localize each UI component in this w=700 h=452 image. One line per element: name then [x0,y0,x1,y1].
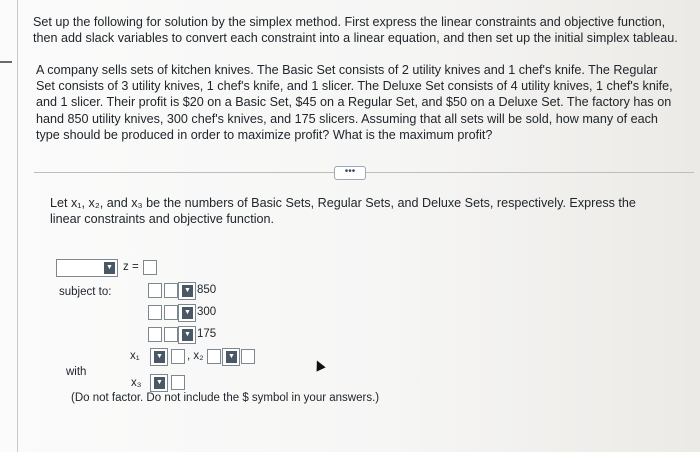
z-label: z = [123,261,139,273]
x3-relation-select[interactable] [150,374,168,392]
x3-bound-input[interactable] [171,375,185,390]
constraint-1-relation-select[interactable] [178,282,196,300]
subject-to-label: subject to: [59,286,112,298]
constraint-2-input-b[interactable] [164,305,178,320]
answer-note: (Do not factor. Do not include the $ symbol in your answers.) [71,392,380,404]
constraint-2-relation-select[interactable] [178,304,196,322]
x2-bound-input-b[interactable] [241,349,255,364]
constraint-3-input-a[interactable] [148,327,162,342]
part-prompt: Let x₁, x₂, and x₃ be the numbers of Basic Sets, Regular Sets, and Deluxe Sets, respectively. Express the linear constraints and objective function. [50,196,636,227]
constraint-2-input-a[interactable] [148,305,162,320]
dropdown-arrow-icon: ▼ [182,285,193,297]
objective-input[interactable] [143,260,157,275]
constraint-3-relation-select[interactable] [178,326,196,344]
dropdown-arrow-icon: ▼ [182,307,193,319]
dropdown-arrow-icon: ▼ [182,329,193,341]
instructions-text: Set up the following for solution by the simplex method. First express the linear constraints and objective function, then add slack variables to convert each constraint into a linear equation, and then set up the initial simplex tableau. [33,15,678,46]
dash-marker [0,61,12,63]
mouse-cursor-icon [312,358,325,371]
left-rule [17,0,18,452]
constraint-3-rhs: 175 [197,328,217,340]
x1-label: x₁ [130,350,140,362]
with-label: with [66,366,87,378]
x2-bound-input-a[interactable] [207,349,221,364]
constraint-1-input-a[interactable] [148,283,162,298]
constraint-1-rhs: 850 [197,284,217,296]
constraint-1-input-b[interactable] [164,283,178,298]
constraint-2-rhs: 300 [197,306,217,318]
dropdown-arrow-icon: ▼ [154,377,165,389]
x3-label: x₃ [131,377,142,389]
dropdown-arrow-icon: ▼ [154,351,165,363]
dropdown-arrow-icon: ▼ [226,351,237,363]
expand-more-button[interactable]: ••• [334,166,366,180]
x1-bound-input[interactable] [171,349,185,364]
x1-relation-select[interactable] [150,348,168,366]
x2-relation-select[interactable] [222,348,240,366]
constraint-3-input-b[interactable] [164,327,178,342]
objective-select[interactable] [56,259,118,277]
dropdown-arrow-icon: ▼ [104,262,115,274]
problem-text: A company sells sets of kitchen knives. The Basic Set consists of 2 utility knives and 1 chef's knife. The Regular Set consists of 3 utility knives, 1 chef's knife, and 1 slicer. The Deluxe Set consists of 4 utility knives, 1 chef's knife, and 1 slicer. Their profit is $20 on a Basic Set, $45 on a Regular Set, and $50 on a Deluxe Set. The factory has on hand 850 utility knives, 300 chef's knives, and 175 slicers. Assuming that all sets will be sold, how many of each type should be produced in order to maximize profit? What is the maximum profit? [36,63,673,142]
x2-label: , x₂ [187,350,204,362]
